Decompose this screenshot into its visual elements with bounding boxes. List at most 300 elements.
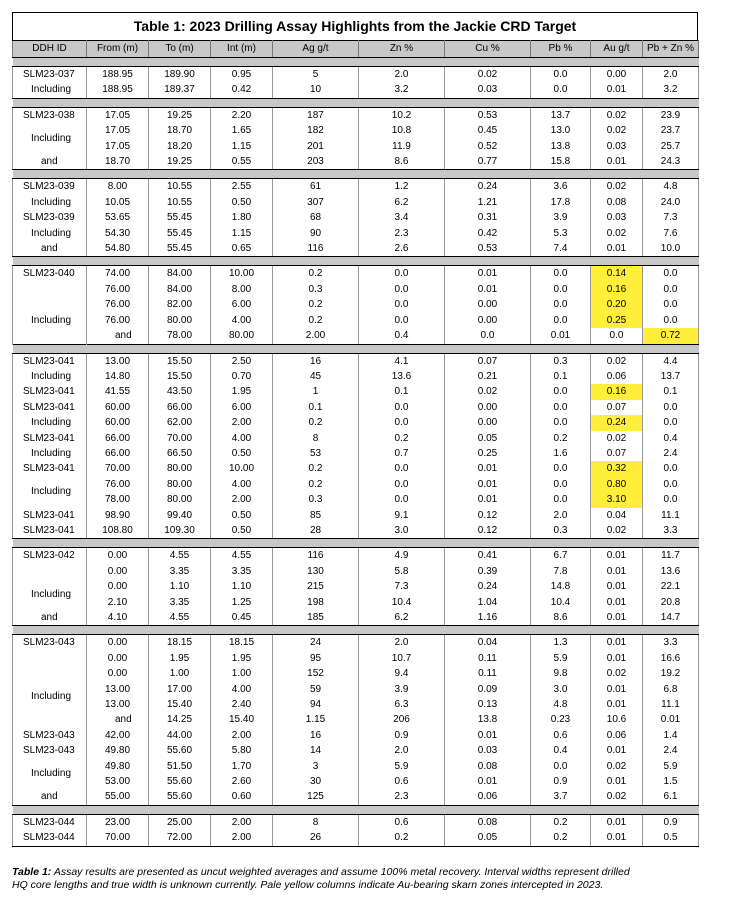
table-row [13, 82, 699, 98]
value-cell: 2.3 [359, 226, 445, 241]
value-cell: 90 [273, 226, 359, 241]
table-row [13, 789, 699, 805]
value-cell: 11.1 [643, 697, 699, 712]
value-cell: 11.7 [643, 548, 699, 564]
value-cell: 10.05 [87, 195, 149, 210]
table-row [13, 353, 699, 369]
value-cell: 0.0 [531, 415, 591, 430]
value-cell: 215 [273, 579, 359, 594]
value-cell: 0.6 [359, 814, 445, 830]
value-cell: 2.0 [531, 508, 591, 523]
value-cell: 0.0 [643, 461, 699, 476]
value-cell: 108.80 [87, 523, 149, 539]
ddh-id-cell: Including [13, 369, 87, 384]
value-cell: 4.55 [149, 548, 211, 564]
value-cell: 18.15 [211, 635, 273, 651]
value-cell: 0.00 [445, 400, 531, 415]
value-cell: 0.0 [643, 415, 699, 430]
value-cell: 18.15 [149, 635, 211, 651]
value-cell: 1.4 [643, 728, 699, 743]
value-cell: 43.50 [149, 384, 211, 399]
value-cell: 0.1 [531, 369, 591, 384]
value-cell: 10.0 [643, 241, 699, 257]
value-cell: 0.12 [445, 508, 531, 523]
value-cell: 3.35 [149, 564, 211, 579]
value-cell: 0.42 [445, 226, 531, 241]
value-cell: 76.00 [87, 313, 149, 328]
value-cell: 16 [273, 728, 359, 743]
value-cell: 0.31 [445, 210, 531, 225]
value-cell: 80.00 [211, 328, 273, 344]
value-cell: 0.13 [445, 697, 531, 712]
ddh-id-cell: SLM23-043 [13, 743, 87, 758]
value-cell: 4.55 [149, 610, 211, 626]
value-cell: 130 [273, 564, 359, 579]
value-cell: 0.04 [591, 508, 643, 523]
value-cell: 30 [273, 774, 359, 789]
group-separator [13, 539, 699, 548]
ddh-id-cell: and [13, 789, 87, 805]
value-cell: 13.00 [87, 353, 149, 369]
value-cell: 13.8 [445, 712, 531, 727]
ddh-id-cell: SLM23-041 [13, 353, 87, 369]
ddh-id-cell: SLM23-043 [13, 728, 87, 743]
value-cell: 2.0 [359, 67, 445, 83]
value-cell: 54.30 [87, 226, 149, 241]
value-cell: 6.2 [359, 610, 445, 626]
value-cell: 19.2 [643, 666, 699, 681]
value-cell: 49.80 [87, 759, 149, 774]
value-cell: 42.00 [87, 728, 149, 743]
value-cell: 3.3 [643, 635, 699, 651]
value-cell: 189.37 [149, 82, 211, 98]
value-cell: 1.15 [211, 139, 273, 154]
value-cell: 4.4 [643, 353, 699, 369]
value-cell: 3.9 [531, 210, 591, 225]
value-cell: 0.0 [643, 266, 699, 282]
ddh-id-cell: Including [13, 82, 87, 98]
table-row [13, 123, 699, 138]
value-cell: 0.00 [87, 579, 149, 594]
group-separator [13, 626, 699, 635]
value-cell: 15.50 [149, 353, 211, 369]
value-cell: 0.01 [445, 282, 531, 297]
value-cell: 0.01 [591, 635, 643, 651]
value-cell: 1.5 [643, 774, 699, 789]
value-cell: 10.7 [359, 651, 445, 666]
table-row [13, 595, 699, 610]
table-row [13, 282, 699, 297]
value-cell: 1.80 [211, 210, 273, 225]
value-cell: 84.00 [149, 266, 211, 282]
value-cell: 1.95 [211, 651, 273, 666]
value-cell: 13.0 [531, 123, 591, 138]
value-cell: 0.01 [531, 328, 591, 344]
value-cell: 5.9 [643, 759, 699, 774]
value-cell: 70.00 [87, 461, 149, 476]
value-cell: 14 [273, 743, 359, 758]
value-cell: 0.11 [445, 666, 531, 681]
value-cell: 18.70 [149, 123, 211, 138]
value-cell: 0.0 [643, 297, 699, 312]
value-cell: 0.14 [591, 266, 643, 282]
value-cell: 2.20 [211, 107, 273, 123]
value-cell: 7.6 [643, 226, 699, 241]
ddh-id-cell: SLM23-043 [13, 635, 87, 651]
value-cell: 2.50 [211, 353, 273, 369]
separator-cell [13, 170, 699, 179]
value-cell: 0.50 [211, 446, 273, 461]
value-cell: 0.0 [531, 282, 591, 297]
value-cell: 5.8 [359, 564, 445, 579]
value-cell: 0.25 [445, 446, 531, 461]
value-cell: 0.01 [591, 564, 643, 579]
ddh-id-cell: Including [13, 666, 87, 728]
value-cell: 0.16 [591, 384, 643, 399]
value-cell: 16 [273, 353, 359, 369]
value-cell: 25.7 [643, 139, 699, 154]
value-cell: 23.9 [643, 107, 699, 123]
value-cell: 1.65 [211, 123, 273, 138]
value-cell: 1 [273, 384, 359, 399]
value-cell: 15.50 [149, 369, 211, 384]
value-cell: 14.25 [149, 712, 211, 727]
value-cell: 0.04 [445, 635, 531, 651]
value-cell: 0.2 [273, 477, 359, 492]
table-row [13, 682, 699, 697]
value-cell: 55.45 [149, 226, 211, 241]
value-cell: 0.02 [591, 789, 643, 805]
value-cell: 60.00 [87, 400, 149, 415]
column-header: Cu % [445, 41, 531, 58]
value-cell: 0.01 [591, 697, 643, 712]
value-cell: 1.00 [211, 666, 273, 681]
value-cell: 66.00 [149, 400, 211, 415]
value-cell: 3.9 [359, 682, 445, 697]
value-cell: 24.0 [643, 195, 699, 210]
value-cell: 0.01 [591, 595, 643, 610]
value-cell: 3.0 [359, 523, 445, 539]
value-cell: 0.07 [591, 446, 643, 461]
value-cell: 10.4 [531, 595, 591, 610]
table-row [13, 313, 699, 328]
ddh-id-cell: SLM23-041 [13, 384, 87, 399]
table-title: Table 1: 2023 Drilling Assay Highlights from the Jackie CRD Target [12, 12, 698, 40]
value-cell: 28 [273, 523, 359, 539]
value-cell: 2.0 [359, 635, 445, 651]
group-separator [13, 257, 699, 266]
ddh-id-cell: Including [13, 446, 87, 461]
value-cell: 62.00 [149, 415, 211, 430]
value-cell: 0.32 [591, 461, 643, 476]
value-cell: 0.01 [591, 579, 643, 594]
value-cell: 55.60 [149, 789, 211, 805]
column-header: Int (m) [211, 41, 273, 58]
table-body [13, 58, 699, 847]
value-cell: 7.8 [531, 564, 591, 579]
table-row [13, 446, 699, 461]
table-row [13, 564, 699, 579]
value-cell: 0.03 [445, 743, 531, 758]
value-cell: 9.8 [531, 666, 591, 681]
value-cell: 51.50 [149, 759, 211, 774]
value-cell: 0.23 [531, 712, 591, 727]
value-cell: 0.02 [591, 179, 643, 195]
value-cell: 0.00 [87, 564, 149, 579]
group-separator [13, 98, 699, 107]
ddh-id-cell: Including [13, 477, 87, 508]
value-cell: 3 [273, 759, 359, 774]
separator-cell [13, 539, 699, 548]
value-cell: 13.7 [643, 369, 699, 384]
ddh-id-cell [13, 564, 87, 579]
column-header: Pb + Zn % [643, 41, 699, 58]
value-cell: 0.12 [445, 523, 531, 539]
value-cell: 0.0 [359, 492, 445, 507]
value-cell: 0.24 [445, 179, 531, 195]
table-row [13, 297, 699, 312]
value-cell: 4.55 [211, 548, 273, 564]
value-cell: 0.3 [531, 353, 591, 369]
value-cell: 2.00 [273, 328, 359, 344]
value-cell: 20.8 [643, 595, 699, 610]
value-cell: 19.25 [149, 154, 211, 170]
ddh-id-cell: and [87, 328, 149, 344]
value-cell: 13.6 [359, 369, 445, 384]
value-cell: 0.01 [591, 610, 643, 626]
value-cell: 0.00 [445, 313, 531, 328]
ddh-id-cell: SLM23-044 [13, 830, 87, 846]
value-cell: 72.00 [149, 830, 211, 846]
value-cell: 78.00 [87, 492, 149, 507]
value-cell: 23.00 [87, 814, 149, 830]
value-cell: 0.02 [591, 666, 643, 681]
value-cell: 7.3 [643, 210, 699, 225]
value-cell: 18.20 [149, 139, 211, 154]
table-row [13, 579, 699, 594]
value-cell: 0.02 [591, 431, 643, 446]
value-cell: 55.60 [149, 774, 211, 789]
value-cell: 0.0 [531, 82, 591, 98]
value-cell: 70.00 [87, 830, 149, 846]
value-cell: 0.4 [531, 743, 591, 758]
value-cell: 15.8 [531, 154, 591, 170]
group-separator [13, 344, 699, 353]
value-cell: 0.7 [359, 446, 445, 461]
value-cell: 4.00 [211, 431, 273, 446]
table-row [13, 728, 699, 743]
value-cell: 0.16 [591, 282, 643, 297]
value-cell: 1.70 [211, 759, 273, 774]
value-cell: 152 [273, 666, 359, 681]
value-cell: 0.0 [643, 313, 699, 328]
ddh-id-cell: SLM23-044 [13, 814, 87, 830]
value-cell: 8.6 [531, 610, 591, 626]
value-cell: 24.3 [643, 154, 699, 170]
value-cell: 0.20 [591, 297, 643, 312]
value-cell: 0.01 [591, 154, 643, 170]
value-cell: 0.00 [87, 666, 149, 681]
value-cell: 2.4 [643, 446, 699, 461]
value-cell: 6.1 [643, 789, 699, 805]
value-cell: 0.4 [643, 431, 699, 446]
value-cell: 54.80 [87, 241, 149, 257]
value-cell: 66.00 [87, 446, 149, 461]
value-cell: 0.0 [359, 313, 445, 328]
value-cell: 0.0 [531, 477, 591, 492]
value-cell: 189.90 [149, 67, 211, 83]
value-cell: 76.00 [87, 282, 149, 297]
value-cell: 0.2 [531, 431, 591, 446]
ddh-id-cell: SLM23-041 [13, 461, 87, 476]
value-cell: 0.03 [591, 210, 643, 225]
value-cell: 1.10 [149, 579, 211, 594]
value-cell: 41.55 [87, 384, 149, 399]
value-cell: 109.30 [149, 523, 211, 539]
value-cell: 66.50 [149, 446, 211, 461]
value-cell: 2.00 [211, 830, 273, 846]
value-cell: 44.00 [149, 728, 211, 743]
value-cell: 0.52 [445, 139, 531, 154]
table-row [13, 492, 699, 507]
table-row [13, 369, 699, 384]
value-cell: 0.08 [445, 759, 531, 774]
value-cell: 0.4 [359, 328, 445, 344]
value-cell: 17.8 [531, 195, 591, 210]
value-cell: 3.2 [643, 82, 699, 98]
ddh-id-cell: and [13, 610, 87, 626]
value-cell: 0.0 [531, 400, 591, 415]
value-cell: 8.00 [87, 179, 149, 195]
value-cell: 116 [273, 241, 359, 257]
value-cell: 7.3 [359, 579, 445, 594]
value-cell: 59 [273, 682, 359, 697]
value-cell: 0.02 [445, 384, 531, 399]
value-cell: 0.01 [591, 743, 643, 758]
ddh-id-cell: Including [13, 226, 87, 241]
value-cell: 0.3 [273, 492, 359, 507]
value-cell: 13.00 [87, 682, 149, 697]
value-cell: 99.40 [149, 508, 211, 523]
value-cell: 3.3 [643, 523, 699, 539]
value-cell: 0.50 [211, 195, 273, 210]
value-cell: 0.2 [273, 266, 359, 282]
value-cell: 61 [273, 179, 359, 195]
value-cell: 0.03 [591, 139, 643, 154]
value-cell: 8.6 [359, 154, 445, 170]
value-cell: 14.8 [531, 579, 591, 594]
value-cell: 9.1 [359, 508, 445, 523]
value-cell: 2.0 [359, 743, 445, 758]
value-cell: 10.8 [359, 123, 445, 138]
ddh-id-cell: SLM23-041 [13, 431, 87, 446]
table-row [13, 610, 699, 626]
table-row [13, 461, 699, 476]
value-cell: 0.01 [591, 548, 643, 564]
value-cell: 4.00 [211, 477, 273, 492]
value-cell: 0.02 [445, 67, 531, 83]
value-cell: 0.08 [445, 814, 531, 830]
value-cell: 0.24 [445, 579, 531, 594]
value-cell: 5 [273, 67, 359, 83]
value-cell: 80.00 [149, 477, 211, 492]
value-cell: 0.0 [531, 266, 591, 282]
value-cell: 4.8 [531, 697, 591, 712]
value-cell: 76.00 [87, 477, 149, 492]
value-cell: 182 [273, 123, 359, 138]
value-cell: 0.6 [359, 774, 445, 789]
value-cell: 187 [273, 107, 359, 123]
value-cell: 188.95 [87, 82, 149, 98]
value-cell: 2.6 [359, 241, 445, 257]
value-cell: 6.8 [643, 682, 699, 697]
column-header: To (m) [149, 41, 211, 58]
value-cell: 3.2 [359, 82, 445, 98]
value-cell: 0.3 [531, 523, 591, 539]
value-cell: 2.4 [643, 743, 699, 758]
value-cell: 0.60 [211, 789, 273, 805]
caption-text: Assay results are presented as uncut weighted averages and assume 100% metal recovery. Interval widths represent drilled HQ core lengths and true width is unknown currently. Pale yellow columns indicate Au-bearing skarn zones intercepted in 2023. [12, 866, 630, 891]
value-cell: 10.55 [149, 179, 211, 195]
value-cell: 13.8 [531, 139, 591, 154]
value-cell: 4.00 [211, 682, 273, 697]
column-header: Ag g/t [273, 41, 359, 58]
value-cell: 0.01 [591, 241, 643, 257]
value-cell: 0.50 [211, 508, 273, 523]
column-header: Zn % [359, 41, 445, 58]
value-cell: 8.00 [211, 282, 273, 297]
value-cell: 0.0 [643, 400, 699, 415]
value-cell: 68 [273, 210, 359, 225]
value-cell: 0.0 [643, 282, 699, 297]
value-cell: 55.00 [87, 789, 149, 805]
value-cell: 5.9 [359, 759, 445, 774]
value-cell: 3.6 [531, 179, 591, 195]
table-row [13, 814, 699, 830]
table-row [13, 508, 699, 523]
value-cell: 7.4 [531, 241, 591, 257]
value-cell: 1.15 [211, 226, 273, 241]
value-cell: 0.21 [445, 369, 531, 384]
value-cell: 9.4 [359, 666, 445, 681]
value-cell: 0.0 [643, 492, 699, 507]
value-cell: 0.11 [445, 651, 531, 666]
value-cell: 2.00 [211, 814, 273, 830]
value-cell: 0.2 [273, 297, 359, 312]
value-cell: 0.5 [643, 830, 699, 846]
value-cell: 0.0 [359, 297, 445, 312]
ddh-id-cell: SLM23-041 [13, 400, 87, 415]
value-cell: 24 [273, 635, 359, 651]
value-cell: 4.8 [643, 179, 699, 195]
value-cell: 1.95 [211, 384, 273, 399]
ddh-id-cell: SLM23-041 [13, 523, 87, 539]
value-cell: 13.7 [531, 107, 591, 123]
value-cell: 3.35 [149, 595, 211, 610]
value-cell: 2.40 [211, 697, 273, 712]
value-cell: 0.07 [445, 353, 531, 369]
value-cell: 185 [273, 610, 359, 626]
value-cell: 0.2 [359, 830, 445, 846]
value-cell: 25.00 [149, 814, 211, 830]
value-cell: 0.0 [531, 759, 591, 774]
ddh-id-cell [13, 282, 87, 297]
table-row [13, 666, 699, 681]
value-cell: 5.3 [531, 226, 591, 241]
value-cell: 10.00 [211, 461, 273, 476]
table-row [13, 226, 699, 241]
value-cell: 0.02 [591, 107, 643, 123]
